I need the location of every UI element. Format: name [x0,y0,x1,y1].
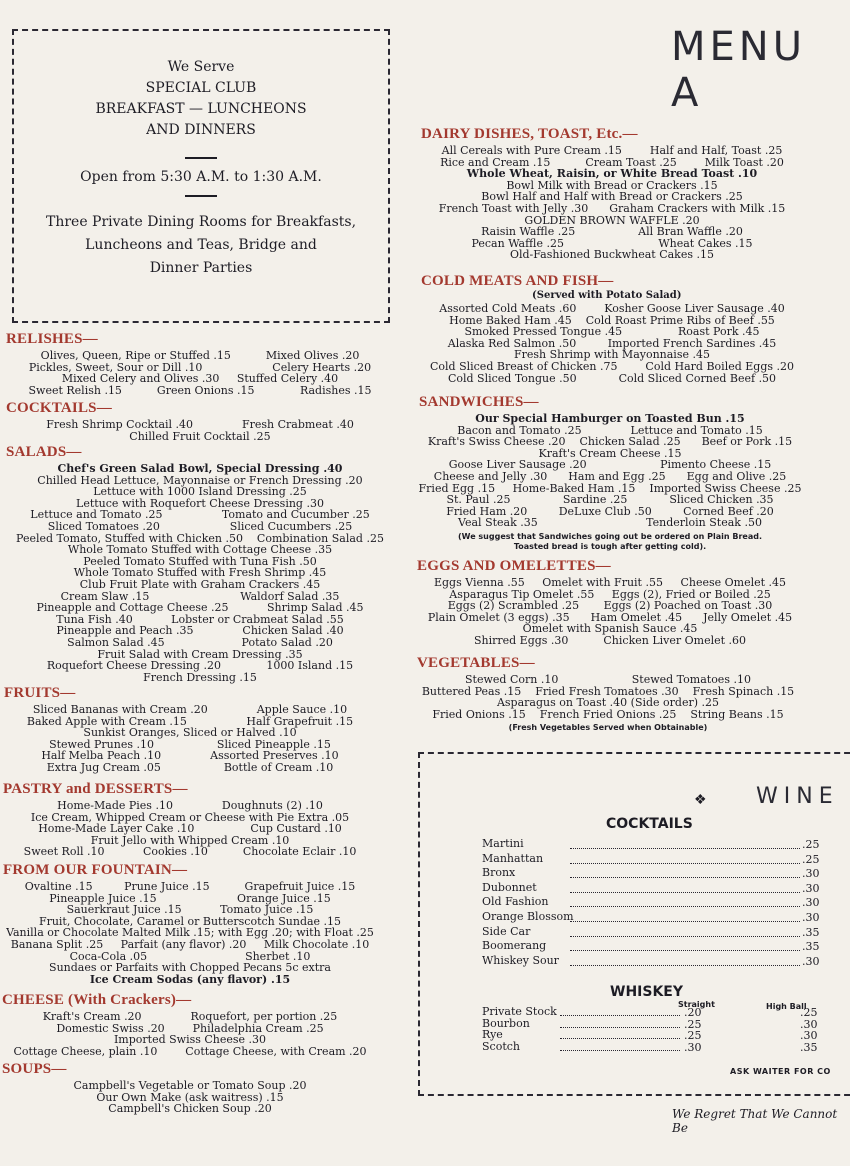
wine-box [418,752,850,1096]
menu-item-line: Ice Cream Sodas (any flavor) .15 [89,972,291,986]
menu-item-line: Home Baked Ham .45 Cold Roast Prime Ribs of Beef .55 [449,313,775,327]
cocktail-name: Manhattan [482,851,544,865]
cocktail-price: .30 [802,954,820,968]
intro-line: BREAKFAST — LUNCHEONS [95,101,307,117]
cheese-header: CHEESE (With Crackers)— [2,992,192,1008]
cold-subtitle: (Served with Potato Salad) [532,290,682,301]
cocktail-price: .25 [802,838,820,851]
menu-item-line: Fried Ham .20 DeLuxe Club .50 Corned Beef .20 [446,504,774,518]
whiskey-title: WHISKEY [610,984,684,1000]
menu-item-line: Fruit, Chocolate, Caramel or Butterscotch Sundae .15 [38,914,342,928]
leader-dots [560,1027,680,1028]
bottom-note: We Regret That We Cannot Be [672,1107,838,1135]
menu-item-line: Whole Wheat, Raisin, or White Bread Toast .10 [466,167,758,181]
menu-item-line: Sweet Roll .10 Cookies .10 Chocolate Eclair .10 [23,845,357,859]
cocktails-header: COCKTAILS— [6,400,112,416]
menu-item-line: Fried Egg .15 Home-Baked Ham .15 Imported Swiss Cheese .25 [418,481,802,495]
whiskey-straight-price: .25 [684,1017,702,1031]
menu-item-line: Lettuce with Roquefort Cheese Dressing .30 [76,496,324,510]
leader-dots [560,1038,680,1039]
menu-item-line: Chef's Green Salad Bowl, Special Dressing .40 [57,462,343,475]
menu-item-line: Lettuce with 1000 Island Dressing .25 [93,485,307,499]
cocktails-title: COCKTAILS [606,816,693,832]
menu-item-line: Sliced Tomatoes .20 Sliced Cucumbers .25 [47,520,353,533]
menu-item-line: Fresh Shrimp with Mayonnaise .45 [514,348,710,362]
menu-item-line: Sunkist Oranges, Sliced or Halved .10 [83,726,297,740]
whiskey-highball-price: .25 [800,1006,818,1019]
leader-dots [570,950,800,951]
menu-item-line: Cream Slaw .15 Waldorf Salad .35 [60,589,340,603]
menu-item-line: Peeled Tomato, Stuffed with Chicken .50 Combination Salad .25 [16,531,384,545]
vegetables-header: VEGETABLES— [417,655,535,671]
cocktail-price: .30 [802,896,820,910]
menu-item-line: Plain Omelet (3 eggs) .35 Ham Omelet .45 Jelly Omelet .45 [427,610,793,624]
menu-item-line: Pineapple Juice .15 Orange Juice .15 [49,891,331,905]
leader-dots [570,965,800,966]
menu-item-line: Cottage Cheese, plain .10 Cottage Cheese, with Cream .20 [13,1044,367,1058]
whiskey-highball-price: .35 [800,1040,818,1054]
menu-item-line: Imported Swiss Cheese .30 [113,1033,267,1047]
intro-box [12,29,390,323]
whiskey-straight-price: .20 [684,1006,702,1019]
menu-item-line: Extra Jug Cream .05 Bottle of Cream .10 [46,761,334,774]
sandwiches-header: SANDWICHES— [419,394,539,410]
menu-item-line: Coca-Cola .05 Sherbet .10 [69,949,311,963]
menu-item-line: Rice and Cream .15 Cream Toast .25 Milk Toast .20 [440,155,784,169]
menu-item-line: Our Special Hamburger on Toasted Bun .15 [475,412,745,425]
menu-item-line: Baked Apple with Cream .15 Half Grapefruit .15 [26,714,354,728]
hours-text: Open from 5:30 A.M. to 1:30 A.M. [80,169,322,185]
sandwiches-note: Toasted bread is tough after getting cold). [513,542,707,551]
cocktail-price: .35 [802,940,820,954]
intro-line: We Serve [167,59,235,75]
whiskey-name: Rye [482,1028,503,1041]
cocktail-name: Whiskey Sour [482,953,559,967]
leader-dots [570,877,800,878]
cold-header: COLD MEATS AND FISH— [421,273,614,289]
sandwiches-note: (We suggest that Sandwiches going out be ordered on Plain Bread. [458,532,762,541]
menu-item-line: Eggs (2) Scrambled .25 Eggs (2) Poached on Toast .30 [447,599,773,613]
leader-dots [570,936,800,937]
fountain-header: FROM OUR FOUNTAIN— [3,862,188,878]
menu-item-line: Peeled Tomato Stuffed with Tuna Fish .50 [83,554,317,568]
divider [185,157,217,159]
dairy-header: DAIRY DISHES, TOAST, Etc.— [421,126,638,142]
menu-item-line: GOLDEN BROWN WAFFLE .20 [524,213,700,227]
cocktail-name: Martini [482,837,524,850]
menu-item-line: Pineapple and Cottage Cheese .25 Shrimp Salad .45 [36,601,364,615]
menu-item-line: Veal Steak .35 Tenderloin Steak .50 [458,516,762,530]
menu-item-line: French Toast with Jelly .30 Graham Crackers with Milk .15 [438,202,786,215]
menu-item-line: Cheese and Jelly .30 Ham and Egg .25 Egg and Olive .25 [433,470,787,483]
menu-item-line: Whole Tomato Stuffed with Fresh Shrimp .45 [73,566,327,580]
menu-item-line: Ovaltine .15 Prune Juice .15 Grapefruit Juice .15 [24,880,356,893]
menu-item-line: Home-Made Pies .10 Doughnuts (2) .10 [57,799,323,812]
cocktail-price: .25 [802,852,820,866]
menu-item-line: Sliced Bananas with Cream .20 Apple Sauce .10 [32,703,348,716]
menu-item-line: Pecan Waffle .25 Wheat Cakes .15 [471,236,753,250]
leader-dots [570,848,800,849]
menu-item-line: Sauerkraut Juice .15 Tomato Juice .15 [66,903,314,917]
menu-item-line: Club Fruit Plate with Graham Crackers .45 [79,578,321,591]
menu-item-line: Olives, Queen, Ripe or Stuffed .15 Mixed Olives .20 [40,349,360,362]
menu-item-line: Old-Fashioned Buckwheat Cakes .15 [509,248,714,262]
menu-item-line: Fresh Shrimp Cocktail .40 Fresh Crabmeat .40 [46,418,354,431]
menu-item-line: Whole Tomato Stuffed with Cottage Cheese .35 [67,543,333,557]
menu-item-line: Domestic Swiss .20 Philadelphia Cream .25 [56,1021,324,1035]
leader-dots [560,1050,680,1051]
salads-header: SALADS— [6,444,82,460]
whiskey-name: Bourbon [482,1016,530,1030]
rooms-line: Luncheons and Teas, Bridge and [85,237,317,253]
menu-item-line: Stewed Prunes .10 Sliced Pineapple .15 [49,737,331,751]
cocktail-name: Old Fashion [482,895,549,909]
whiskey-straight-price: .25 [684,1029,702,1042]
menu-item-line: Ice Cream, Whipped Cream or Cheese with Pie Extra .05 [30,810,350,824]
rooms-line: Three Private Dining Rooms for Breakfasts, [45,214,357,230]
menu-item-line: Lettuce and Tomato .25 Tomato and Cucumber .25 [30,508,370,522]
vegetables-note: (Fresh Vegetables Served when Obtainable) [508,723,708,733]
intro-line: AND DINNERS [146,122,256,138]
whiskey-highball-price: .30 [800,1017,818,1031]
menu-item-line: Cold Sliced Breast of Chicken .75 Cold Hard Boiled Eggs .20 [429,360,795,373]
menu-item-line: Pickles, Sweet, Sour or Dill .10 Celery Hearts .20 [28,360,372,374]
menu-item-line: Salmon Salad .45 Potato Salad .20 [67,636,333,649]
menu-item-line: Alaska Red Salmon .50 Imported French Sardines .45 [447,336,777,350]
ornament-icon: ❖ [694,792,707,808]
menu-item-line: Roquefort Cheese Dressing .20 1000 Island .15 [46,659,354,673]
cocktail-name: Orange Blossom [482,910,574,923]
menu-item-line: Goose Liver Sausage .20 Pimento Cheese .15 [448,458,772,472]
cocktail-price: .35 [802,925,820,939]
menu-item-line: Kraft's Swiss Cheese .20 Chicken Salad .25 Beef or Pork .15 [427,435,793,449]
cocktail-price: .30 [802,911,820,924]
menu-item-line: Chilled Head Lettuce, Mayonnaise or French Dressing .20 [37,473,363,487]
relishes-header: RELISHES— [6,331,98,347]
menu-item-line: Smoked Pressed Tongue .45 Roast Pork .45 [464,325,760,339]
menu-item-line: Raisin Waffle .25 All Bran Waffle .20 [481,225,743,239]
menu-item-line: French Dressing .15 [143,670,257,684]
menu-item-line: Sweet Relish .15 Green Onions .15 Radishes .15 [28,383,372,397]
straight-header: Straight [678,1000,715,1009]
cocktail-name: Boomerang [482,939,547,953]
menu-item-line: Banana Split .25 Parfait (any flavor) .20 Milk Chocolate .10 [10,938,370,951]
menu-item-line: Asparagus on Toast .40 (Side order) .25 [496,696,720,710]
intro-line: SPECIAL CLUB [145,80,257,96]
fruits-header: FRUITS— [4,685,76,701]
menu-item-line: St. Paul .25 Sardine .25 Sliced Chicken .35 [446,493,774,507]
menu-item-line: Bowl Half and Half with Bread or Crackers .25 [481,190,743,204]
menu-item-line: Kraft's Cream .20 Roquefort, per portion .25 [42,1010,338,1023]
menu-item-line: Chilled Fruit Cocktail .25 [129,429,271,443]
whiskey-highball-price: .30 [800,1029,818,1042]
leader-dots [570,921,800,922]
leader-dots [570,906,800,907]
leader-dots [570,863,800,864]
leader-dots [570,892,800,893]
cocktail-name: Side Car [482,924,531,938]
menu-title: MENU A [671,24,806,116]
menu-item-line: Vanilla or Chocolate Malted Milk .15; with Egg .20; with Float .25 [6,926,374,940]
menu-item-line: Omelet with Spanish Sauce .45 [522,622,698,636]
menu-item-line: Fruit Jello with Whipped Cream .10 [90,833,290,847]
leader-dots [560,1015,680,1016]
eggs-header: EGGS AND OMELETTES— [417,558,611,574]
rooms-line: Dinner Parties [149,260,253,276]
menu-item-line: Home-Made Layer Cake .10 Cup Custard .10 [38,822,342,836]
menu-item-line: Asparagus Tip Omelet .55 Eggs (2), Fried or Boiled .25 [449,587,771,601]
menu-item-line: Tuna Fish .40 Lobster or Crabmeat Salad .55 [56,612,344,626]
menu-item-line: Cold Sliced Tongue .50 Cold Sliced Corned Beef .50 [447,371,777,385]
wine-footer: ASK WAITER FOR CO [730,1067,831,1076]
highball-header: High Ball [766,1002,807,1011]
menu-item-line: All Cereals with Pure Cream .15 Half and Half, Toast .25 [441,144,783,157]
menu-item-line: Campbell's Chicken Soup .20 [108,1102,272,1116]
menu-item-line: Shirred Eggs .30 Chicken Liver Omelet .60 [473,634,747,647]
menu-item-line: Fruit Salad with Cream Dressing .35 [97,647,303,661]
whiskey-name: Private Stock [482,1005,557,1018]
menu-item-line: Sundaes or Parfaits with Chopped Pecans 5c extra [49,961,331,975]
menu-item-line: Eggs Vienna .55 Omelet with Fruit .55 Cheese Omelet .45 [433,576,787,589]
menu-item-line: Kraft's Cream Cheese .15 [538,446,682,460]
cocktail-price: .30 [802,881,820,895]
menu-item-line: Pineapple and Peach .35 Chicken Salad .40 [56,624,344,638]
menu-item-line: Bowl Milk with Bread or Crackers .15 [506,178,718,192]
menu-item-line: Half Melba Peach .10 Assorted Preserves .10 [41,749,339,763]
pastry-header: PASTRY and DESSERTS— [3,781,188,797]
cocktail-name: Dubonnet [482,880,537,894]
wine-title: WINE [756,784,839,809]
menu-item-line: Our Own Make (ask waitress) .15 [96,1090,284,1104]
menu-item-line: Fried Onions .15 French Fried Onions .25 String Beans .15 [432,707,784,721]
soups-header: SOUPS— [2,1061,67,1077]
menu-item-line: Bacon and Tomato .25 Lettuce and Tomato .15 [457,423,763,437]
menu-item-line: Buttered Peas .15 Fried Fresh Tomatoes .30 Fresh Spinach .15 [421,684,795,698]
cocktail-name: Bronx [482,866,516,880]
menu-item-line: Mixed Celery and Olives .30 Stuffed Celery .40 [61,372,339,386]
cocktail-price: .30 [802,867,820,881]
whiskey-name: Scotch [482,1039,520,1053]
menu-item-line: Stewed Corn .10 Stewed Tomatoes .10 [465,673,751,686]
whiskey-straight-price: .30 [684,1040,702,1054]
menu-item-line: Campbell's Vegetable or Tomato Soup .20 [73,1079,307,1092]
menu-item-line: Assorted Cold Meats .60 Kosher Goose Liver Sausage .40 [439,302,785,315]
divider [185,195,217,197]
